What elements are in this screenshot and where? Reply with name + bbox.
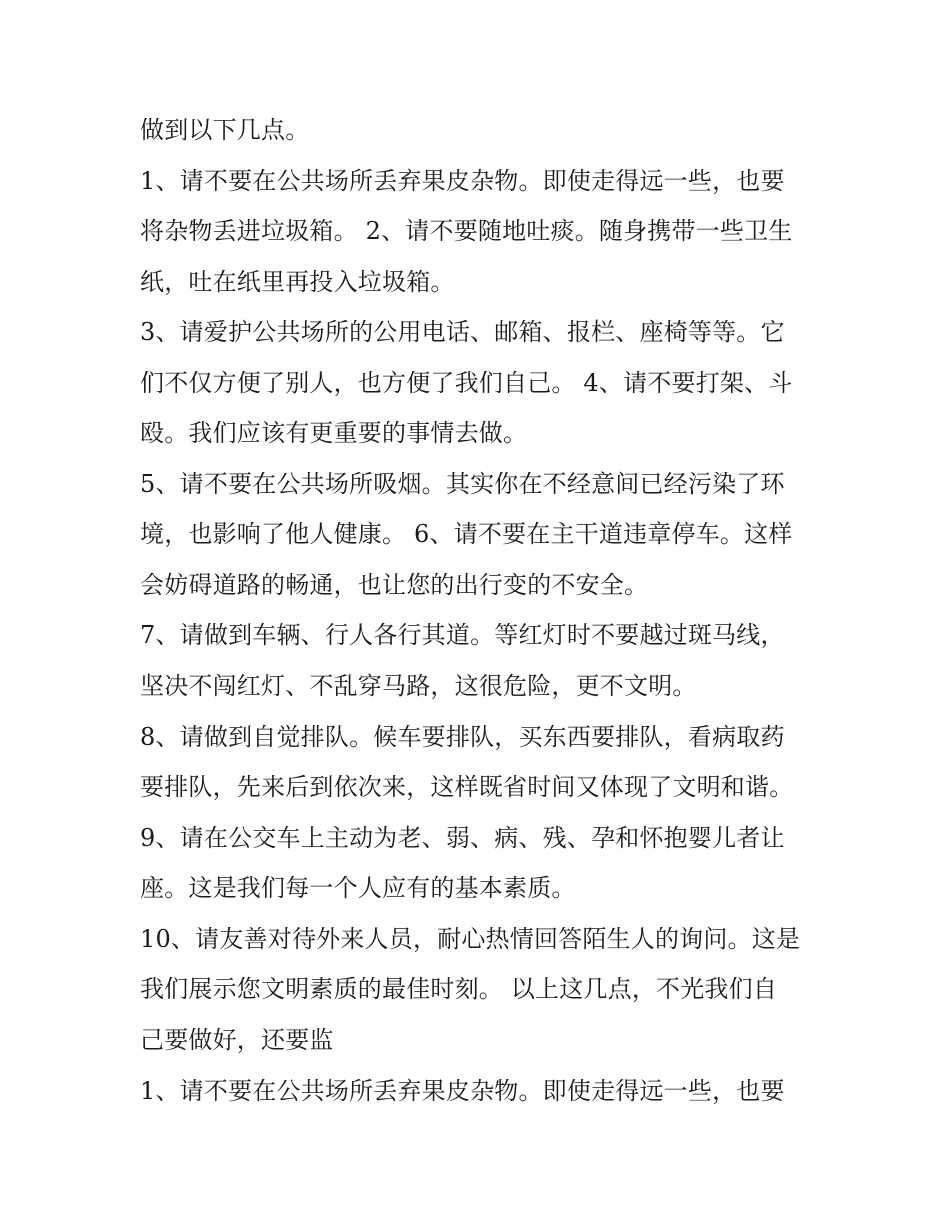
text-line: 7、请做到车辆、行人各行其道。等红灯时不要越过斑马线， — [140, 621, 785, 649]
text-line: 境，也影响了他人健康。 6、请不要在主干道违章停车。这样 — [140, 520, 793, 548]
text-line: 9、请在公交车上主动为老、弱、病、残、孕和怀抱婴儿者让 — [140, 824, 785, 852]
text-line: 们不仅方便了别人，也方便了我们自己。 4、请不要打架、斗 — [140, 369, 793, 397]
text-line: 1、请不要在公共场所丢弃果皮杂物。即使走得远一些，也要 — [140, 1077, 785, 1105]
text-line: 会妨碍道路的畅通，也让您的出行变的不安全。 — [140, 571, 649, 599]
text-line: 我们展示您文明素质的最佳时刻。 以上这几点，不光我们自 — [140, 975, 778, 1003]
text-line: 己要做好，还要监 — [140, 1026, 334, 1054]
text-line: 3、请爱护公共场所的公用电话、邮箱、报栏、座椅等等。它 — [140, 318, 785, 346]
text-line: 做到以下几点。 — [140, 116, 310, 144]
text-line: 坚决不闯红灯、不乱穿马路，这很危险，更不文明。 — [140, 672, 697, 700]
text-line: 8、请做到自觉排队。候车要排队，买东西要排队，看病取药 — [140, 723, 785, 751]
text-line: 10、请友善对待外来人员，耐心热情回答陌生人的询问。这是 — [140, 925, 801, 953]
text-line: 要排队，先来后到依次来，这样既省时间又体现了文明和谐。 — [140, 773, 794, 801]
text-line: 1、请不要在公共场所丢弃果皮杂物。即使走得远一些，也要 — [140, 167, 785, 195]
text-line: 将杂物丢进垃圾箱。 2、请不要随地吐痰。随身携带一些卫生 — [140, 217, 793, 245]
text-line: 纸，吐在纸里再投入垃圾箱。 — [140, 268, 455, 296]
text-line: 座。这是我们每一个人应有的基本素质。 — [140, 874, 576, 902]
text-line: 5、请不要在公共场所吸烟。其实你在不经意间已经污染了环 — [140, 470, 785, 498]
text-line: 殴。我们应该有更重要的事情去做。 — [140, 419, 528, 447]
